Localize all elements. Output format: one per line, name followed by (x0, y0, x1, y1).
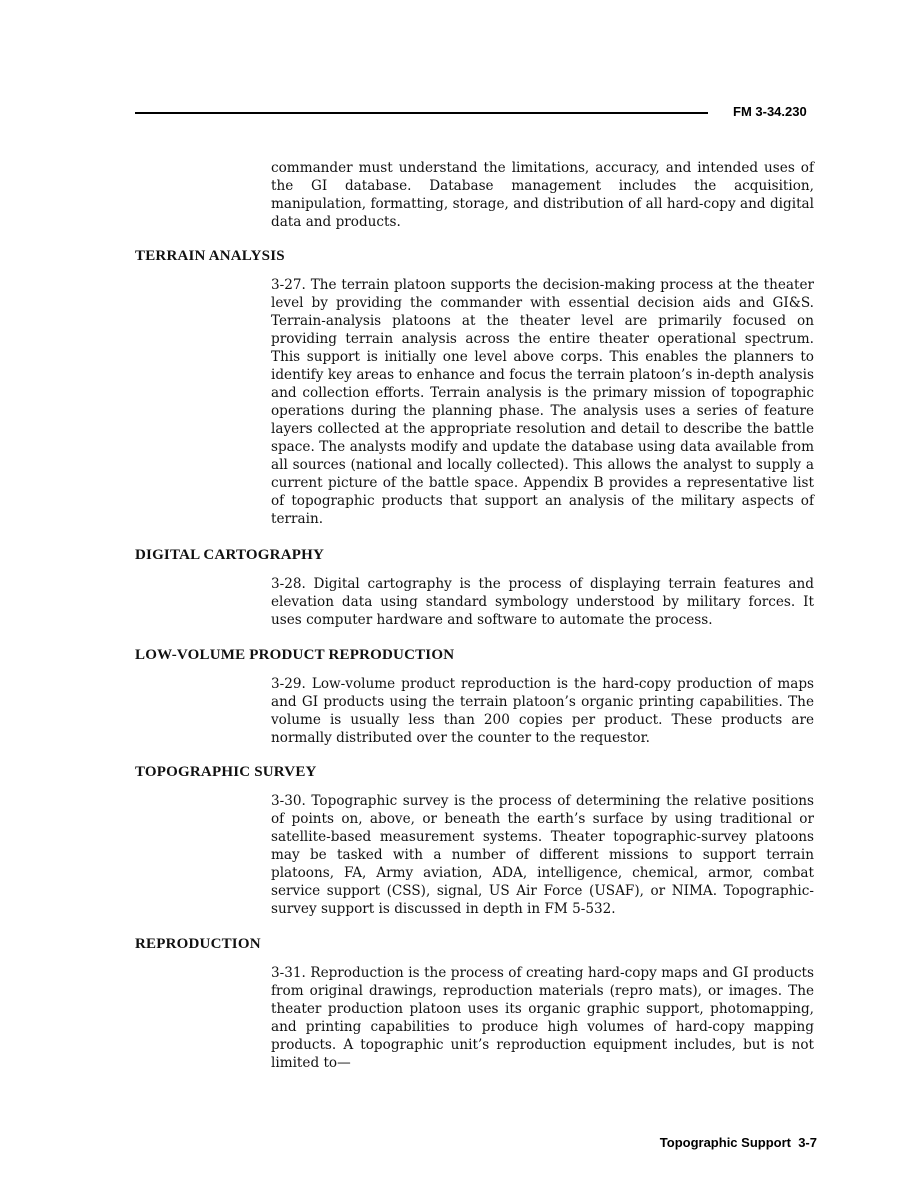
intro-paragraph: commander must understand the limitations, accuracy, and intended uses of the GI database. Database management includes the acquisition, manipulation, formatting, storage, and distribution of all hard-copy and digital data and products. (271, 160, 814, 230)
paragraph-3-27: 3-27. The terrain platoon supports the decision-making process at the theater level by providing the commander with essential decision aids and GI&S. Terrain-analysis platoons at the theater level are primarily focused on providing terrain analysis across the entire theater operational spectrum. This support is initially one level above corps. This enables the planners to identify key areas to enhance and focus the terrain platoon’s in-depth analysis and collection efforts. Terrain analysis is the primary mission of topographic operations during the planning phase. The analysis uses a series of feature layers collected at the appropriate resolution and detail to describe the battle space. The analysts modify and update the database using data available from all sources (national and locally collected). This allows the analyst to supply a current picture of the battle space. Appendix B provides a representative list of topographic products that support an analysis of the military aspects of terrain. (271, 277, 814, 527)
heading-low-volume-product-reproduction: LOW-VOLUME PRODUCT REPRODUCTION (135, 647, 455, 663)
heading-digital-cartography: DIGITAL CARTOGRAPHY (135, 547, 324, 563)
document-code: FM 3-34.230 (733, 104, 807, 119)
paragraph-3-30: 3-30. Topographic survey is the process of determining the relative positions of points on, above, or beneath the earth’s surface by using traditional or satellite-based measurement systems. Theater topographic-survey platoons may be tasked with a number of different missions to support terrain platoons, FA, Army aviation, ADA, intelligence, chemical, armor, combat service support (CSS), signal, US Air Force (USAF), or NIMA. Topographic-survey support is discussed in depth in FM 5-532. (271, 793, 814, 917)
footer-chapter-title: Topographic Support (659, 1135, 791, 1150)
paragraph-3-29: 3-29. Low-volume product reproduction is the hard-copy production of maps and GI products using the terrain platoon’s organic printing capabilities. The volume is usually less than 200 copies per product. These products are normally distributed over the counter to the requestor. (271, 676, 814, 746)
paragraph-3-28: 3-28. Digital cartography is the process of displaying terrain features and elevation data using standard symbology understood by military forces. It uses computer hardware and software to automate the process. (271, 576, 814, 628)
paragraph-3-31: 3-31. Reproduction is the process of creating hard-copy maps and GI products from original drawings, reproduction materials (repro mats), or images. The theater production platoon uses its organic graphic support, photomapping, and printing capabilities to produce high volumes of hard-copy mapping products. A topographic unit’s reproduction equipment includes, but is not limited to— (271, 965, 814, 1071)
footer-page-number: 3-7 (798, 1135, 817, 1150)
heading-reproduction: REPRODUCTION (135, 936, 261, 952)
header-rule (135, 112, 708, 114)
heading-terrain-analysis: TERRAIN ANALYSIS (135, 248, 285, 264)
heading-topographic-survey: TOPOGRAPHIC SURVEY (135, 764, 317, 780)
page-footer (660, 1135, 817, 1150)
